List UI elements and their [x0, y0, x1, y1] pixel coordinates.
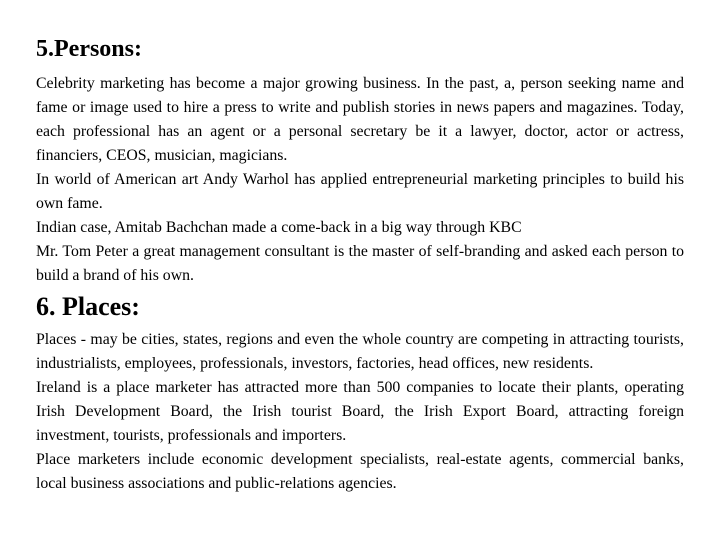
persons-paragraph-3: Indian case, Amitab Bachchan made a come-back in a big way through KBC: [36, 219, 522, 236]
places-paragraph-2: Ireland is a place marketer has attracted more than 500 companies to locate their plants, operating Irish Development Board, the Irish tourist Board, the Irish Export Board, attracting foreign investment, tourists, professionals and importers.: [36, 379, 684, 444]
places-section: [36, 288, 684, 496]
places-paragraph-3: Place marketers include economic development specialists, real-estate agents, commercial banks, local business associations and public-relations agencies.: [36, 451, 684, 492]
places-heading: 6. Places:: [36, 292, 140, 321]
persons-paragraph-2: In world of American art Andy Warhol has applied entrepreneurial marketing principles to build his own fame.: [36, 171, 684, 212]
persons-section: [36, 28, 684, 288]
persons-heading: 5.Persons:: [36, 36, 142, 62]
slide-content: [36, 28, 684, 496]
persons-paragraph-4: Mr. Tom Peter a great management consultant is the master of self-branding and asked each person to build a brand of his own.: [36, 243, 684, 284]
places-paragraph-1: Places - may be cities, states, regions and even the whole country are competing in attracting tourists, industrialists, employees, professionals, investors, factories, head offices, new residents.: [36, 331, 684, 372]
persons-paragraph-1: Celebrity marketing has become a major growing business. In the past, a, person seeking name and fame or image used to hire a press to write and publish stories in news papers and magazines. Today, each professional has an agent or a personal secretary be it a lawyer, doctor, actor or actress, financiers, CEOS, musician, magicians.: [36, 75, 684, 164]
